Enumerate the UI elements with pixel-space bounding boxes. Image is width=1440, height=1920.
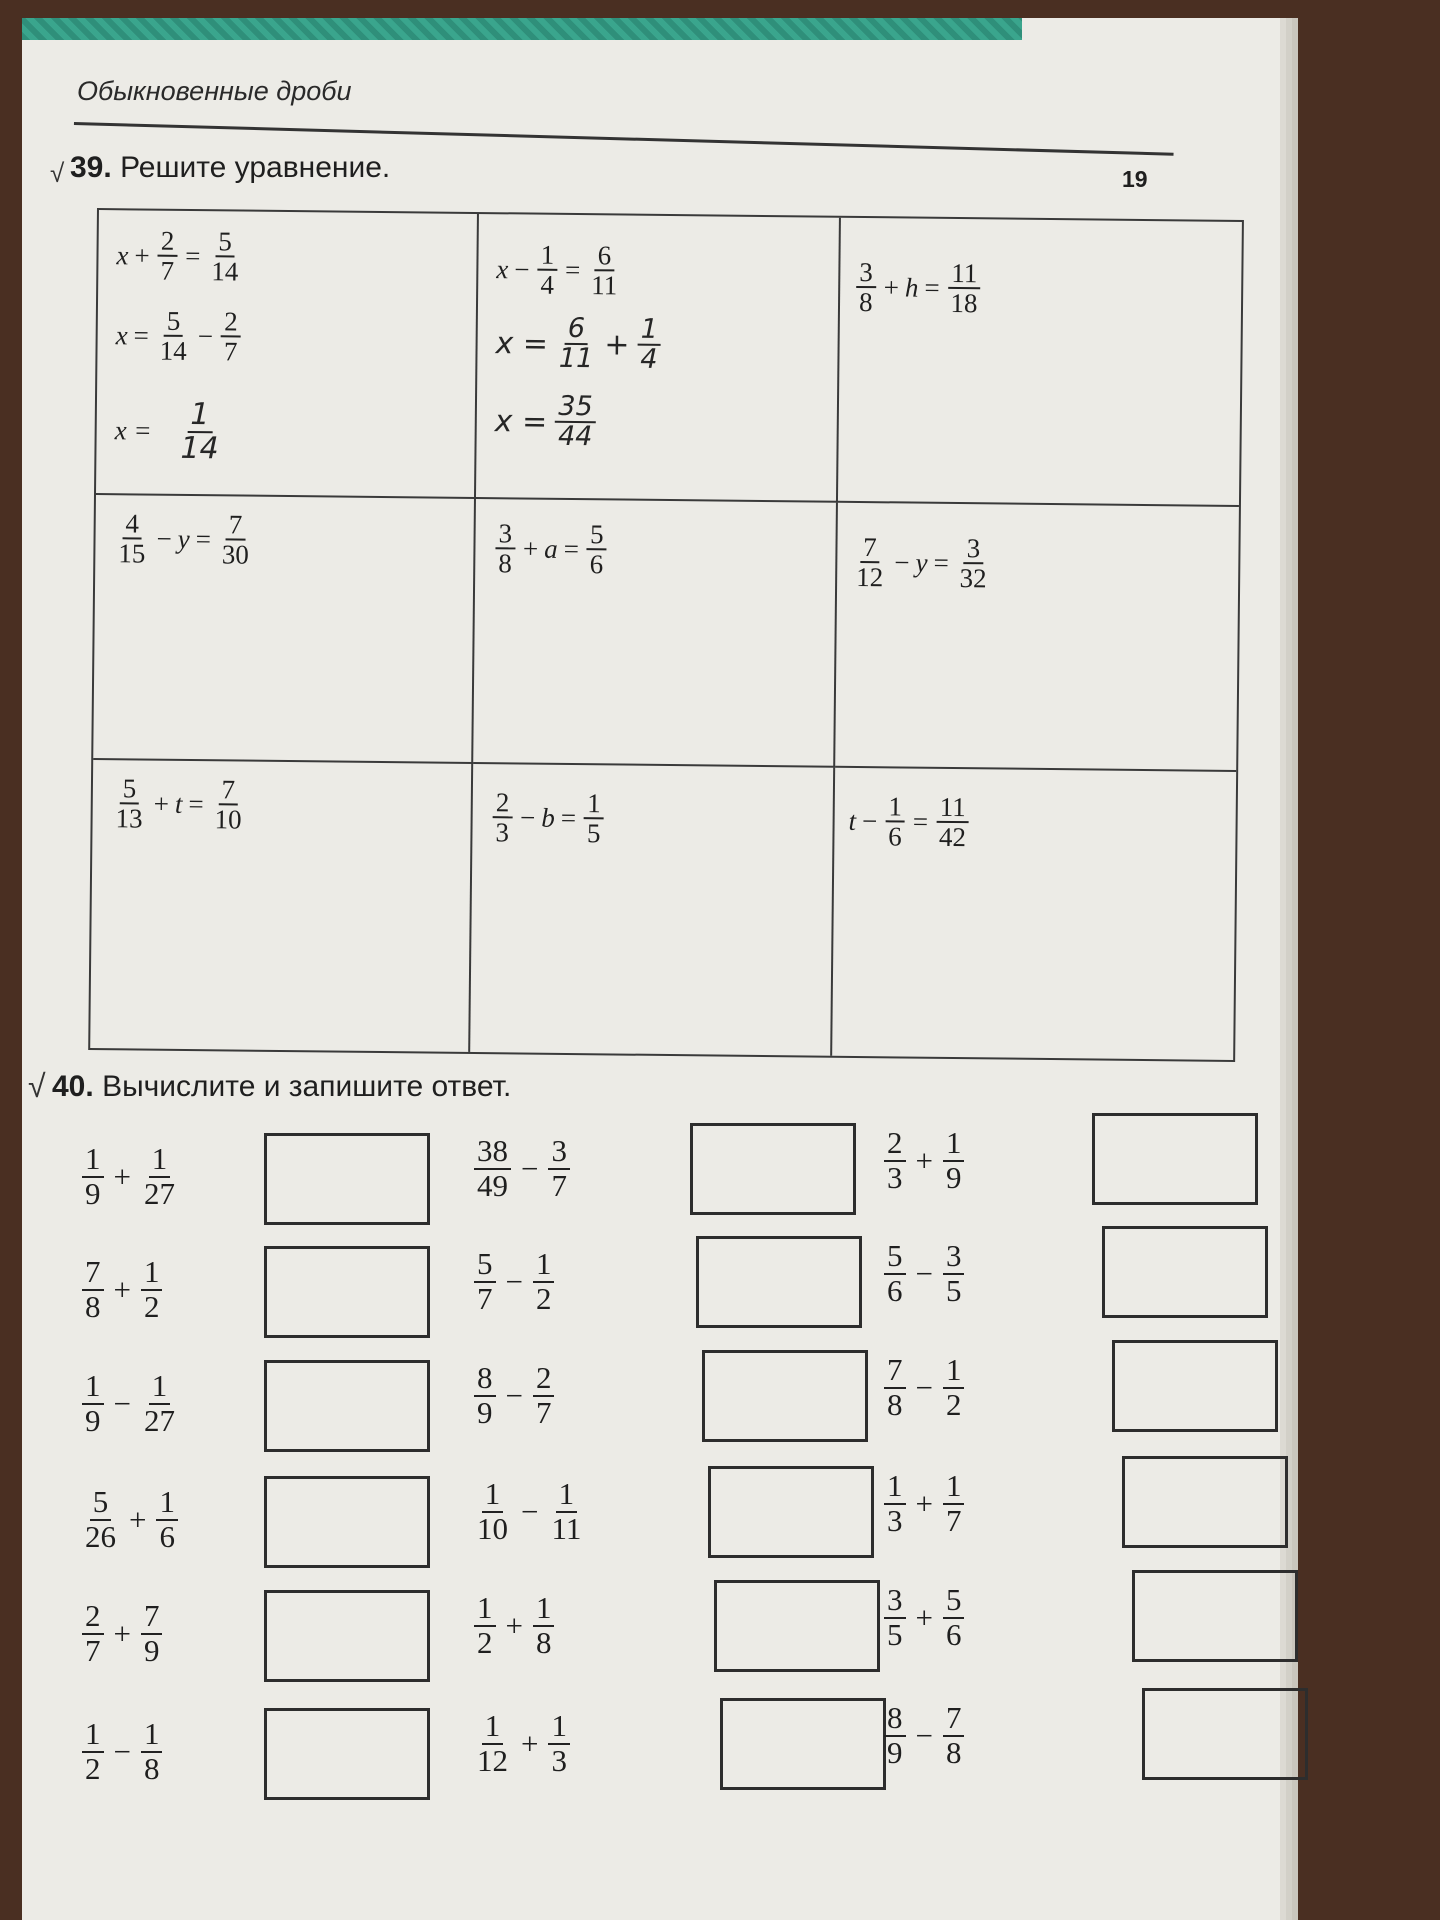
operator: + <box>915 1142 933 1178</box>
equation: x − $\frac{1}{4}$ = $\frac{6}{11}$ <box>496 239 618 301</box>
equation: $\frac{4}{15}$ − y = $\frac{7}{30}$ <box>118 508 249 570</box>
exercise-expression <box>80 1600 164 1667</box>
fraction: $\frac{1}{27}$ <box>143 1141 175 1211</box>
operator: + <box>113 1158 131 1194</box>
exercise-expression <box>882 1584 966 1651</box>
fraction: $\frac{1}{2}$ <box>533 1248 555 1315</box>
fraction: $\frac{7}{9}$ <box>141 1600 163 1667</box>
fraction: $\frac{1}{9}$ <box>82 1143 104 1210</box>
check-mark: √ <box>50 158 65 188</box>
equation: $\frac{7}{12}$ − y = $\frac{3}{32}$ <box>856 532 987 594</box>
fraction: $\frac{2}{7}$ <box>82 1600 104 1667</box>
operator: − <box>521 1150 539 1186</box>
cloth-corner <box>22 18 1022 40</box>
operator: − <box>521 1493 539 1529</box>
exercise-expression <box>882 1354 966 1421</box>
answer-line: x = $\frac{1}{14}$ <box>114 398 224 464</box>
task40-number: 40. <box>52 1070 94 1103</box>
answer-box[interactable] <box>1092 1113 1258 1205</box>
equation-cell[interactable] <box>473 499 838 768</box>
fraction: $\frac{1}{27}$ <box>143 1368 175 1438</box>
answer-box[interactable] <box>1142 1688 1308 1780</box>
exercise-expression <box>80 1256 164 1323</box>
fraction: $\frac{1}{10}$ <box>477 1476 508 1546</box>
fraction: $\frac{1}{2}$ <box>474 1592 496 1659</box>
fraction: $\frac{1}{2}$ <box>141 1256 163 1323</box>
equation-cell[interactable] <box>476 214 841 503</box>
fraction: $\frac{8}{9}$ <box>884 1702 906 1769</box>
fraction: $\frac{1}{3}$ <box>884 1470 906 1537</box>
answer-box[interactable] <box>1122 1456 1288 1548</box>
answer-box[interactable] <box>708 1466 874 1558</box>
fraction: $\frac{7}{8}$ <box>884 1354 906 1421</box>
fraction: $\frac{5}{6}$ <box>884 1240 906 1307</box>
exercise-expression <box>472 1478 586 1545</box>
exercise-expression <box>882 1702 966 1769</box>
fraction: $\frac{1}{11}$ <box>551 1476 582 1546</box>
fraction: $\frac{2}{3}$ <box>884 1127 906 1194</box>
operator: − <box>505 1377 523 1413</box>
equation-cell[interactable] <box>93 495 476 764</box>
equation-cell[interactable] <box>470 764 835 1056</box>
answer-box[interactable] <box>696 1236 862 1328</box>
operator: + <box>113 1271 131 1307</box>
answer-box[interactable] <box>702 1350 868 1442</box>
exercise-expression <box>472 1135 572 1202</box>
fraction: $\frac{1}{3}$ <box>548 1710 570 1777</box>
equation: t − $\frac{1}{6}$ = $\frac{11}{42}$ <box>848 792 971 852</box>
handwritten-answer: $\frac{1}{14}$ <box>180 396 219 466</box>
answer-box[interactable] <box>1112 1340 1278 1432</box>
operator: − <box>915 1255 933 1291</box>
operator: − <box>915 1717 933 1753</box>
fraction: $\frac{1}{8}$ <box>141 1718 163 1785</box>
operator: + <box>505 1607 523 1643</box>
exercise-expression <box>882 1127 966 1194</box>
fraction: $\frac{1}{9}$ <box>943 1127 965 1194</box>
exercise-expression <box>80 1143 180 1210</box>
equation-cell[interactable] <box>835 503 1239 772</box>
answer-box[interactable] <box>1132 1570 1298 1662</box>
operator: + <box>113 1615 131 1651</box>
equation-cell[interactable] <box>90 760 473 1052</box>
fraction: $\frac{1}{8}$ <box>533 1592 555 1659</box>
equation-cell[interactable] <box>838 218 1242 507</box>
operator: − <box>113 1385 131 1421</box>
fraction: $\frac{8}{9}$ <box>474 1362 496 1429</box>
exercise-expression <box>472 1248 556 1315</box>
answer-box[interactable] <box>714 1580 880 1672</box>
exercise-expression <box>882 1470 966 1537</box>
fraction: $\frac{5}{26}$ <box>85 1484 116 1554</box>
task39-prompt: Решите уравнение. <box>120 151 391 184</box>
check-mark: √ <box>28 1068 46 1104</box>
handwritten-answer: x = $\frac{35}{44}$ <box>494 392 597 452</box>
task40-prompt: Вычислите и запишите ответ. <box>102 1070 512 1103</box>
page-number: 19 <box>1122 166 1148 192</box>
equation: $\frac{2}{3}$ − b = $\frac{1}{5}$ <box>490 788 606 848</box>
answer-box[interactable] <box>264 1360 430 1452</box>
fraction: $\frac{1}{2}$ <box>943 1354 965 1421</box>
equation-cell[interactable] <box>832 768 1236 1060</box>
fraction: $\frac{5}{6}$ <box>943 1584 965 1651</box>
exercise-expression <box>472 1592 556 1659</box>
fraction: $\frac{7}{8}$ <box>943 1702 965 1769</box>
equation: x + $\frac{2}{7}$ = $\frac{5}{14}$ <box>116 225 239 287</box>
task40-title <box>52 1070 511 1104</box>
answer-box[interactable] <box>264 1476 430 1568</box>
operator: − <box>505 1263 523 1299</box>
fraction: $\frac{3}{5}$ <box>884 1584 906 1651</box>
exercise-expression <box>80 1370 180 1437</box>
task39-number: 39. <box>70 151 112 184</box>
fraction: $\frac{1}{6}$ <box>156 1486 178 1553</box>
textbook-page <box>22 18 1280 1920</box>
fraction: $\frac{7}{8}$ <box>82 1256 104 1323</box>
fraction: $\frac{1}{12}$ <box>477 1708 508 1778</box>
operator: − <box>113 1733 131 1769</box>
fraction: $\frac{1}{2}$ <box>82 1718 104 1785</box>
work-line: x = $\frac{5}{14}$ − $\frac{2}{7}$ <box>115 306 243 366</box>
fraction: $\frac{1}{7}$ <box>943 1470 965 1537</box>
equation: $\frac{5}{13}$ + t = $\frac{7}{10}$ <box>115 773 242 835</box>
answer-box[interactable] <box>264 1708 430 1800</box>
equation-grid <box>88 208 1244 1062</box>
operator: + <box>521 1725 539 1761</box>
running-head: Обыкновенные дроби <box>77 76 352 106</box>
exercise-expression <box>80 1718 164 1785</box>
answer-box[interactable] <box>264 1246 430 1338</box>
fraction: $\frac{3}{5}$ <box>943 1240 965 1307</box>
exercise-expression <box>882 1240 966 1307</box>
equation: $\frac{3}{8}$ + h = $\frac{11}{18}$ <box>854 258 983 318</box>
operator: + <box>915 1599 933 1635</box>
task39-title <box>70 151 390 185</box>
fraction: $\frac{2}{7}$ <box>533 1362 555 1429</box>
fraction: $\frac{3}{7}$ <box>548 1135 570 1202</box>
fraction: $\frac{5}{7}$ <box>474 1248 496 1315</box>
operator: − <box>915 1369 933 1405</box>
exercise-expression <box>80 1486 180 1553</box>
answer-box[interactable] <box>690 1123 856 1215</box>
handwritten-work: x = $\frac{6}{11}$ + $\frac{1}{4}$ <box>495 314 663 374</box>
exercise-expression <box>472 1710 572 1777</box>
fraction: $\frac{38}{49}$ <box>474 1135 511 1202</box>
fraction: $\frac{1}{9}$ <box>82 1370 104 1437</box>
answer-box[interactable] <box>1102 1226 1268 1318</box>
operator: + <box>129 1501 147 1537</box>
operator: + <box>915 1485 933 1521</box>
answer-box[interactable] <box>720 1698 886 1790</box>
exercise-expression <box>472 1362 556 1429</box>
answer-box[interactable] <box>264 1590 430 1682</box>
answer-box[interactable] <box>264 1133 430 1225</box>
equation: $\frac{3}{8}$ + a = $\frac{5}{6}$ <box>493 519 609 579</box>
equation-cell[interactable] <box>96 210 479 499</box>
